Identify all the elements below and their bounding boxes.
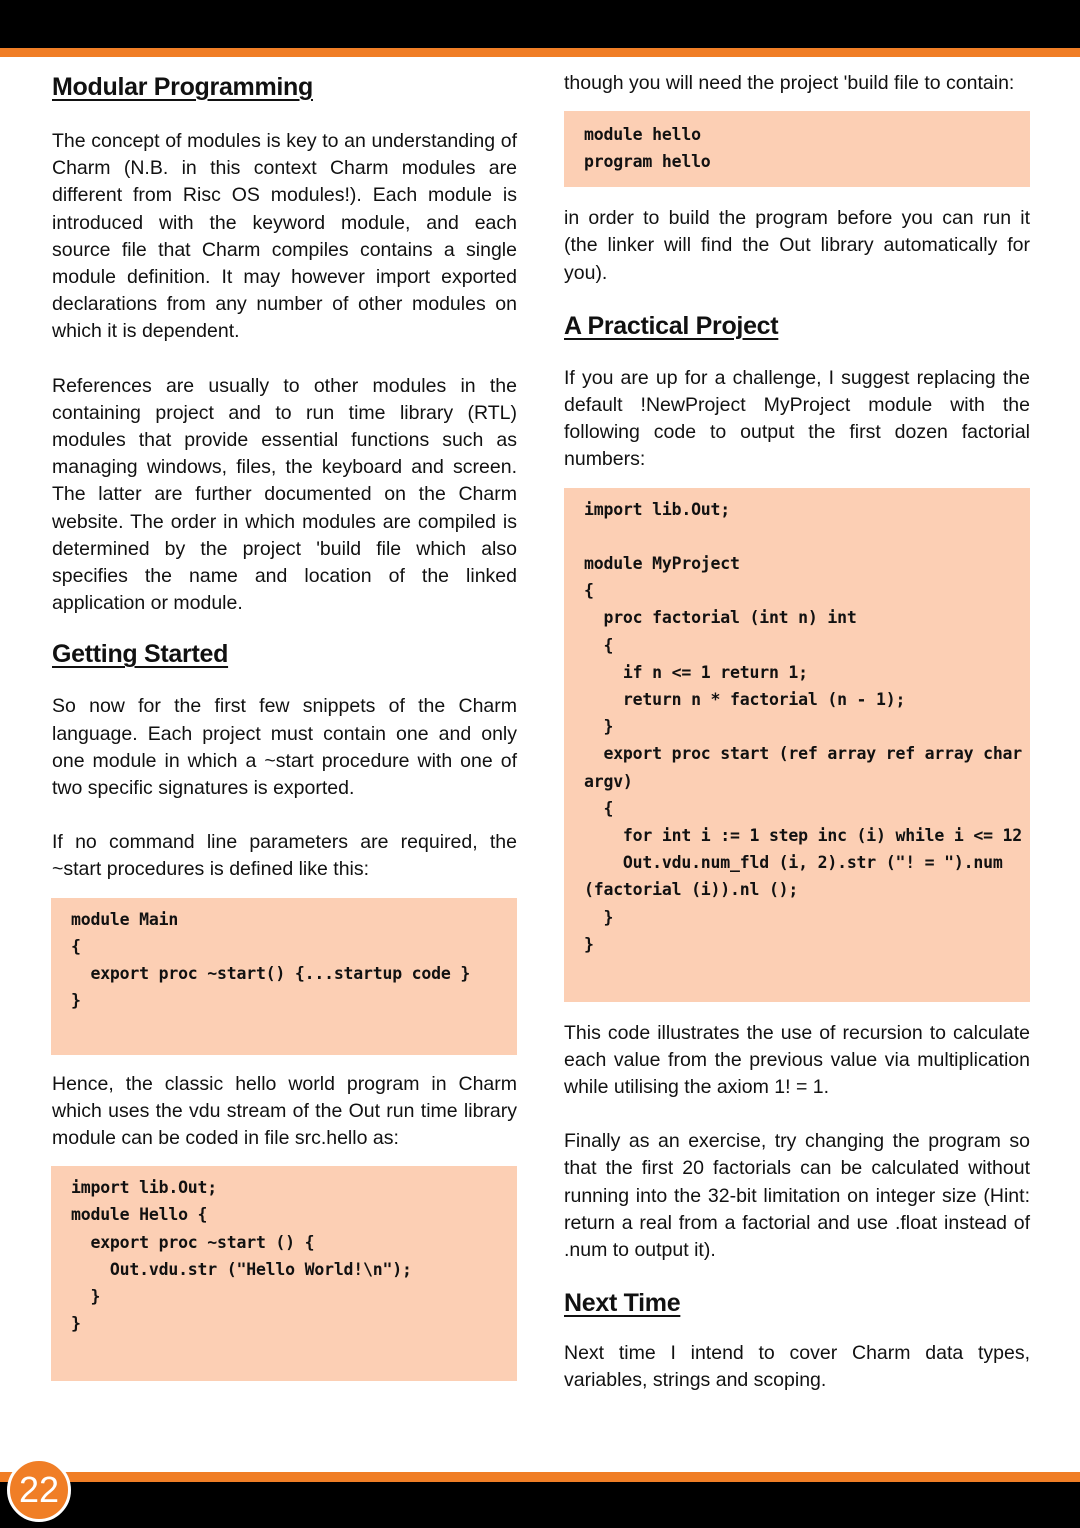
heading-practical-project: A Practical Project: [564, 311, 779, 340]
heading-next-time: Next Time: [564, 1289, 681, 1318]
paragraph-modules-1: The concept of modules is key to an understanding of Charm (N.B. in this context Charm modules are different from Risc OS modules!). Each module is introduced with the keyword module, and each source file that Charm compiles contains a single module definition. It may however import exported declarations from any number of other modules on which it is dependent.: [52, 130, 517, 343]
paragraph-though: though you will need the project 'build file to contain:: [564, 72, 1015, 94]
paragraph-illustrates: This code illustrates the use of recursion to calculate each value from the previous value via multiplication while utilising the axiom 1! = 1.: [564, 1021, 1030, 1099]
paragraph-hence: Hence, the classic hello world program in Charm which uses the vdu stream of the Out run time library module can be coded in file src.hello as:: [52, 1072, 517, 1150]
paragraph-challenge: If you are up for a challenge, I suggest replacing the default !NewProject MyProject module with the following code to output the first dozen factorial numbers:: [564, 366, 1030, 471]
paragraph-modules-2: References are usually to other modules in the containing project and to run time library (RTL) modules that provide essential functions such as managing windows, files, the keyboard and screen. The latter are further documented on the Charm website. The order in which modules are compiled is determined by the project 'build file which also specifies the name and location of the linked application or module.: [52, 374, 517, 615]
left-column: [52, 70, 517, 1381]
paragraph-getting-2: If no command line parameters are required, the ~start procedures is defined like this:: [52, 831, 517, 881]
code-block-build: module hello program hello: [564, 111, 1030, 187]
bottom-orange-stripe: [0, 1472, 1080, 1482]
right-column: [564, 70, 1030, 1395]
paragraph-finally: Finally as an exercise, try changing the program so that the first 20 factorials can be calculated without running into the 32-bit limitation on integer size (Hint: return a real from a factorial and use .float instead of .num to output it).: [564, 1130, 1030, 1262]
bottom-black-bar: [0, 1482, 1080, 1528]
heading-modular-programming: Modular Programming: [52, 73, 313, 101]
top-black-bar: [0, 0, 1080, 48]
heading-getting-started: Getting Started: [52, 640, 229, 669]
paragraph-next-time: Next time I intend to cover Charm data types, variables, strings and scoping.: [564, 1342, 1030, 1392]
top-orange-stripe: [0, 48, 1080, 57]
code-block-main: module Main { export proc ~start() {...startup code } }: [51, 898, 517, 1055]
page-number-badge: 22: [7, 1458, 71, 1522]
code-block-factorial: import lib.Out; module MyProject { proc factorial (int n) int { if n <= 1 return 1; return n * factorial (n - 1); } export proc start (ref array ref array char argv) { for int i := 1 step inc (i) while i <= 12 Out.vdu.num_fld (i, 2).str ("! = ").num (factorial (i)).nl (); } }: [564, 488, 1030, 1002]
paragraph-in-order: in order to build the program before you can run it (the linker will find the Out library automatically for you).: [564, 207, 1030, 284]
code-block-hello: import lib.Out; module Hello { export proc ~start () { Out.vdu.str ("Hello World!\n"); } }: [51, 1166, 517, 1381]
paragraph-getting-1: So now for the first few snippets of the Charm language. Each project must contain one and only one module in which a ~start procedure with one of two specific signatures is exported.: [52, 695, 517, 800]
